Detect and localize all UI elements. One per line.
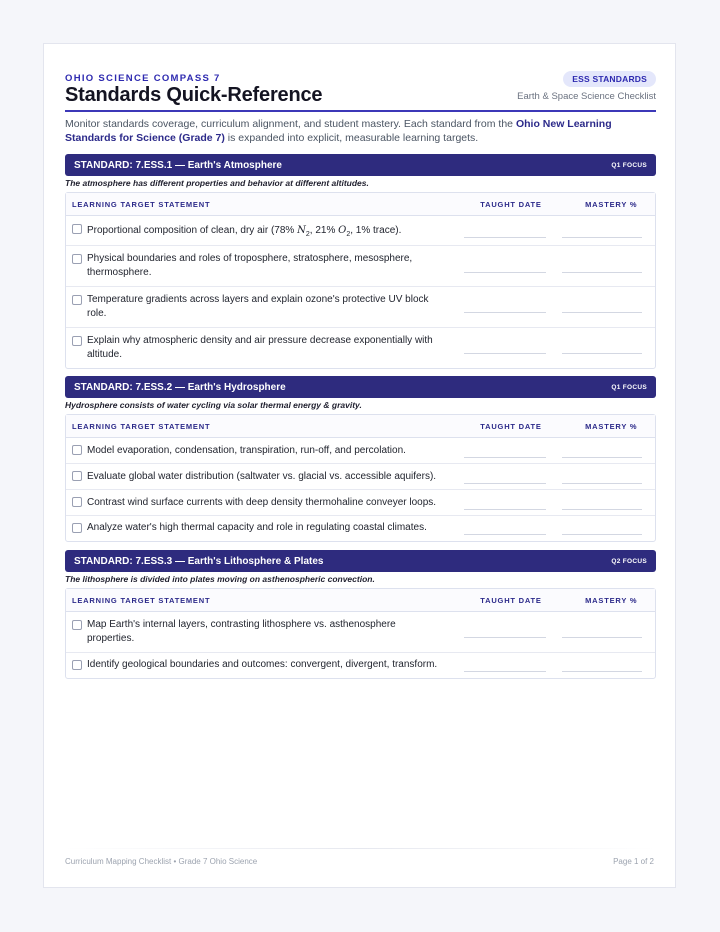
target-statement: Evaluate global water distribution (saltwater vs. glacial vs. accessible aquifers).	[87, 471, 437, 482]
target-checkbox[interactable]	[72, 254, 82, 264]
standard-section	[65, 154, 656, 369]
taught-date-field[interactable]	[464, 509, 546, 510]
header-rule	[65, 110, 656, 112]
table-header	[66, 193, 655, 216]
standard-description: The atmosphere has different properties and behavior at different altitudes.	[65, 178, 369, 188]
taught-date-column-header: TAUGHT DATE	[480, 421, 542, 431]
target-checkbox[interactable]	[72, 336, 82, 346]
mastery-field[interactable]	[562, 237, 642, 238]
statement-column-header: LEARNING TARGET STATEMENT	[72, 421, 211, 431]
table-row	[66, 653, 655, 678]
targets-table	[65, 192, 656, 369]
target-checkbox[interactable]	[72, 660, 82, 670]
taught-date-field[interactable]	[464, 272, 546, 273]
standard-header	[65, 154, 656, 176]
mastery-field[interactable]	[562, 534, 642, 535]
target-checkbox[interactable]	[72, 295, 82, 305]
standard-section	[65, 376, 656, 542]
target-checkbox[interactable]	[72, 224, 82, 234]
table-row	[66, 612, 655, 653]
category-badge: ESS STANDARDS	[563, 71, 656, 87]
page-number: Page 1 of 2	[613, 857, 654, 866]
table-row	[66, 490, 655, 516]
taught-date-field[interactable]	[464, 483, 546, 484]
taught-date-column-header: TAUGHT DATE	[480, 595, 542, 605]
taught-date-field[interactable]	[464, 637, 546, 638]
target-checkbox[interactable]	[72, 497, 82, 507]
mastery-field[interactable]	[562, 671, 642, 672]
standard-header	[65, 376, 656, 398]
taught-date-field[interactable]	[464, 353, 546, 354]
target-statement: Contrast wind surface currents with deep density thermohaline conveyer loops.	[87, 497, 437, 508]
focus-tag: Q2 FOCUS	[611, 557, 647, 565]
taught-date-field[interactable]	[464, 534, 546, 535]
target-statement: Model evaporation, condensation, transpiration, run-off, and percolation.	[87, 445, 406, 456]
targets-table	[65, 588, 656, 679]
mastery-field[interactable]	[562, 353, 642, 354]
table-row	[66, 438, 655, 464]
series-kicker: OHIO SCIENCE COMPASS 7	[65, 73, 221, 84]
mastery-field[interactable]	[562, 483, 642, 484]
focus-tag: Q1 FOCUS	[611, 383, 647, 391]
intro-bold: Ohio New Learning Standards for Science (Grade 7)	[65, 118, 612, 144]
taught-date-field[interactable]	[464, 312, 546, 313]
target-statement: Proportional composition of clean, dry air (78% $N_2$, 21% $O_2$, 1% trace).	[87, 225, 402, 238]
target-statement: Explain why atmospheric density and air pressure decrease exponentially with altitude.	[87, 335, 433, 360]
mastery-field[interactable]	[562, 457, 642, 458]
footer-rule	[65, 848, 656, 849]
target-checkbox[interactable]	[72, 620, 82, 630]
table-header	[66, 415, 655, 438]
table-header	[66, 589, 655, 612]
standard-header	[65, 550, 656, 572]
target-checkbox[interactable]	[72, 523, 82, 533]
page-title: Standards Quick-Reference	[65, 84, 323, 106]
footer-caption: Curriculum Mapping Checklist • Grade 7 Ohio Science	[65, 857, 258, 866]
mastery-column-header: MASTERY %	[585, 595, 638, 605]
intro-text-end: is expanded into explicit, measurable learning targets.	[224, 132, 479, 144]
target-statement: Map Earth's internal layers, contrasting lithosphere vs. asthenosphere properties.	[87, 619, 396, 644]
standard-title: STANDARD: 7.ESS.3 — Earth's Lithosphere & Plates	[74, 555, 324, 567]
page-subtitle: Earth & Space Science Checklist	[517, 91, 656, 102]
target-statement: Identify geological boundaries and outcomes: convergent, divergent, transform.	[87, 659, 438, 670]
target-checkbox[interactable]	[72, 445, 82, 455]
table-row	[66, 516, 655, 541]
target-statement: Temperature gradients across layers and explain ozone's protective UV block role.	[87, 294, 429, 319]
standard-description: Hydrosphere consists of water cycling via solar thermal energy & gravity.	[65, 400, 362, 410]
document-page	[43, 43, 676, 888]
statement-column-header: LEARNING TARGET STATEMENT	[72, 595, 211, 605]
mastery-column-header: MASTERY %	[585, 199, 638, 209]
standard-description: The lithosphere is divided into plates moving on asthenospheric convection.	[65, 574, 375, 584]
standard-title: STANDARD: 7.ESS.1 — Earth's Atmosphere	[74, 159, 282, 171]
intro-paragraph	[65, 117, 656, 145]
mastery-column-header: MASTERY %	[585, 421, 638, 431]
taught-date-field[interactable]	[464, 457, 546, 458]
taught-date-column-header: TAUGHT DATE	[480, 199, 542, 209]
standard-section	[65, 550, 656, 679]
intro-text: Monitor standards coverage, curriculum alignment, and student mastery. Each standard from the	[65, 118, 516, 130]
mastery-field[interactable]	[562, 637, 642, 638]
table-row	[66, 287, 655, 328]
table-row	[66, 216, 655, 246]
focus-tag: Q1 FOCUS	[611, 161, 647, 169]
mastery-field[interactable]	[562, 312, 642, 313]
target-statement: Analyze water's high thermal capacity and role in regulating coastal climates.	[87, 522, 427, 533]
table-row	[66, 464, 655, 490]
target-statement: Physical boundaries and roles of troposphere, stratosphere, mesosphere, thermosphere.	[87, 253, 413, 278]
table-row	[66, 246, 655, 287]
statement-column-header: LEARNING TARGET STATEMENT	[72, 199, 211, 209]
table-row	[66, 328, 655, 368]
standard-title: STANDARD: 7.ESS.2 — Earth's Hydrosphere	[74, 381, 286, 393]
taught-date-field[interactable]	[464, 237, 546, 238]
taught-date-field[interactable]	[464, 671, 546, 672]
mastery-field[interactable]	[562, 509, 642, 510]
mastery-field[interactable]	[562, 272, 642, 273]
targets-table	[65, 414, 656, 542]
target-checkbox[interactable]	[72, 471, 82, 481]
